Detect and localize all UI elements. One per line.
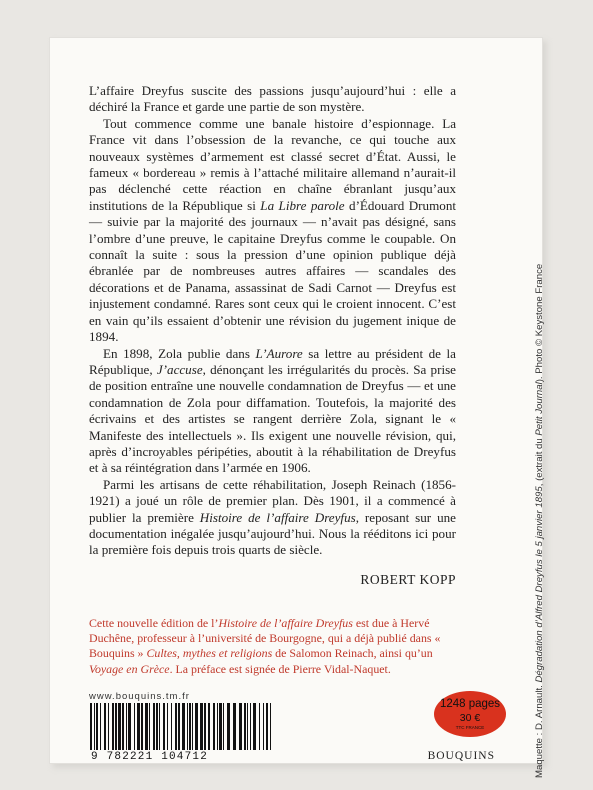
barcode-bar: [141, 703, 143, 750]
barcode-bar: [137, 703, 140, 750]
barcode-bar: [223, 703, 224, 750]
barcode-bar: [145, 703, 148, 750]
barcode-bar: [192, 703, 193, 750]
blurb-text: [89, 83, 456, 559]
barcode-bar: [96, 703, 98, 750]
website-url: www.bouquins.tm.fr: [89, 691, 190, 702]
edition-credit: Cette nouvelle édition de l’Histoire de l’affaire Dreyfus est due à Hervé Duchêne, professeur à l’université de Bourgogne, qui a déjà publié dans « Bouquins » Cultes, mythes et religions de Salomon Reinach, ainsi qu’un Voyage en Grèce. La préface est signée de Pierre Vidal-Naquet.: [89, 616, 441, 676]
photo-credit-vertical: Maquette : D. Arnault. Dégradation d’Alfred Dreyfus le 5 janvier 1895, (extrait du Petit Journal). Photo © Keystone France: [534, 263, 545, 778]
publisher-name: BOUQUINS: [427, 750, 495, 762]
barcode-bar: [171, 703, 172, 750]
barcode-bar: [122, 703, 124, 750]
isbn-barcode: [88, 703, 276, 763]
barcode-bar: [167, 703, 168, 750]
barcode-bar: [163, 703, 165, 750]
barcode-bar: [233, 703, 236, 750]
isbn-number: 9 782221 104712: [91, 751, 209, 763]
barcode-bar: [94, 703, 95, 750]
page-count: 1248 pages: [439, 698, 501, 710]
barcode-bar: [187, 703, 188, 750]
barcode-bar: [263, 703, 264, 750]
barcode-bars: [88, 703, 276, 750]
blurb-paragraph: Parmi les artisans de cette réhabilitation, Joseph Reinach (1856-1921) a joué un rôle de premier plan. Dès 1901, il a commencé à publier la première Histoire de l’affaire Dreyfus, reposant sur une documentation inégalée jusqu’aujourd’hui. Nous la rééditons ici pour la première fois depuis trois quarts de siècle.: [89, 476, 456, 558]
barcode-bar: [266, 703, 268, 750]
barcode-bar: [227, 703, 230, 750]
barcode-bar: [189, 703, 191, 750]
barcode-bar: [217, 703, 218, 750]
tax-note: TTC FRANCE: [455, 725, 485, 730]
barcode-bar: [178, 703, 180, 750]
blurb-paragraph: En 1898, Zola publie dans L’Aurore sa lettre au président de la République, J’accuse, dénonçant les irrégularités du procès. Sa prise de position entraîne une nouvelle condamnation de Dreyfus — et une condamnation de Zola pour diffamation. Toutefois, la majorité des écrivains et des artistes se rangent derrière Zola, signant le « Manifeste des intellectuels ». Ils exigent une nouvelle révision, qui, après d’incroyables péripéties, aboutit à la réhabilitation de Dreyfus et à sa réintégration dans l’armée en 1906.: [89, 345, 456, 476]
barcode-bar: [149, 703, 150, 750]
barcode-bar: [159, 703, 160, 750]
barcode-bar: [244, 703, 246, 750]
barcode-bar: [118, 703, 121, 750]
barcode-bar: [182, 703, 185, 750]
barcode-bar: [128, 703, 131, 750]
barcode-bar: [213, 703, 215, 750]
barcode-bar: [104, 703, 106, 750]
barcode-bar: [219, 703, 222, 750]
barcode-bar: [156, 703, 158, 750]
barcode-bar: [108, 703, 109, 750]
price: 30 €: [459, 712, 481, 724]
barcode-bar: [90, 703, 92, 750]
book-back-cover: [49, 37, 545, 778]
barcode-bar: [270, 703, 271, 750]
price-sticker: [434, 691, 506, 737]
author-signature: ROBERT KOPP: [360, 572, 456, 587]
barcode-bar: [208, 703, 210, 750]
barcode-bar: [115, 703, 117, 750]
blurb-paragraph: Tout commence comme une banale histoire d’espionnage. La France vit dans l’obsession de la revanche, ce qui touche aux nouveaux systèmes d’armement est classé secret d’État. Aussi, le fameux « bordereau » remis à l’attaché militaire allemand n’aurait-il pas déclenché cette réaction en chaîne ébranlant jusqu’aux institutions de la République si La Libre parole d’Édouard Drumont — suivie par la majorité des journaux — n’avait pas désigné, sans l’ombre d’une preuve, le capitaine Dreyfus comme le coupable. On connaît la suite : sous la pression d’une opinion publique déjà ébranlée par de nombreuses autres affaires — scandales des décorations et de Panama, assassinat de Sadi Carnot — Dreyfus est injustement condamné. Rares sont ceux qui le croient innocent. C’est en vain qu’ils essaient d’obtenir une révision du jugement inique de 1894.: [89, 115, 457, 345]
barcode-bar: [239, 703, 242, 750]
barcode-bar: [100, 703, 101, 750]
barcode-bar: [195, 703, 198, 750]
barcode-bar: [200, 703, 203, 750]
barcode-bar: [153, 703, 155, 750]
barcode-bar: [134, 703, 135, 750]
barcode-bar: [112, 703, 114, 750]
barcode-bar: [175, 703, 177, 750]
barcode-bar: [247, 703, 248, 750]
barcode-bar: [126, 703, 127, 750]
barcode-bar: [259, 703, 260, 750]
barcode-bar: [253, 703, 256, 750]
barcode-bar: [204, 703, 206, 750]
barcode-bar: [250, 703, 251, 750]
blurb-paragraph: L’affaire Dreyfus suscite des passions jusqu’aujourd’hui : elle a déchiré la France et garde une partie de son mystère.: [89, 83, 456, 115]
